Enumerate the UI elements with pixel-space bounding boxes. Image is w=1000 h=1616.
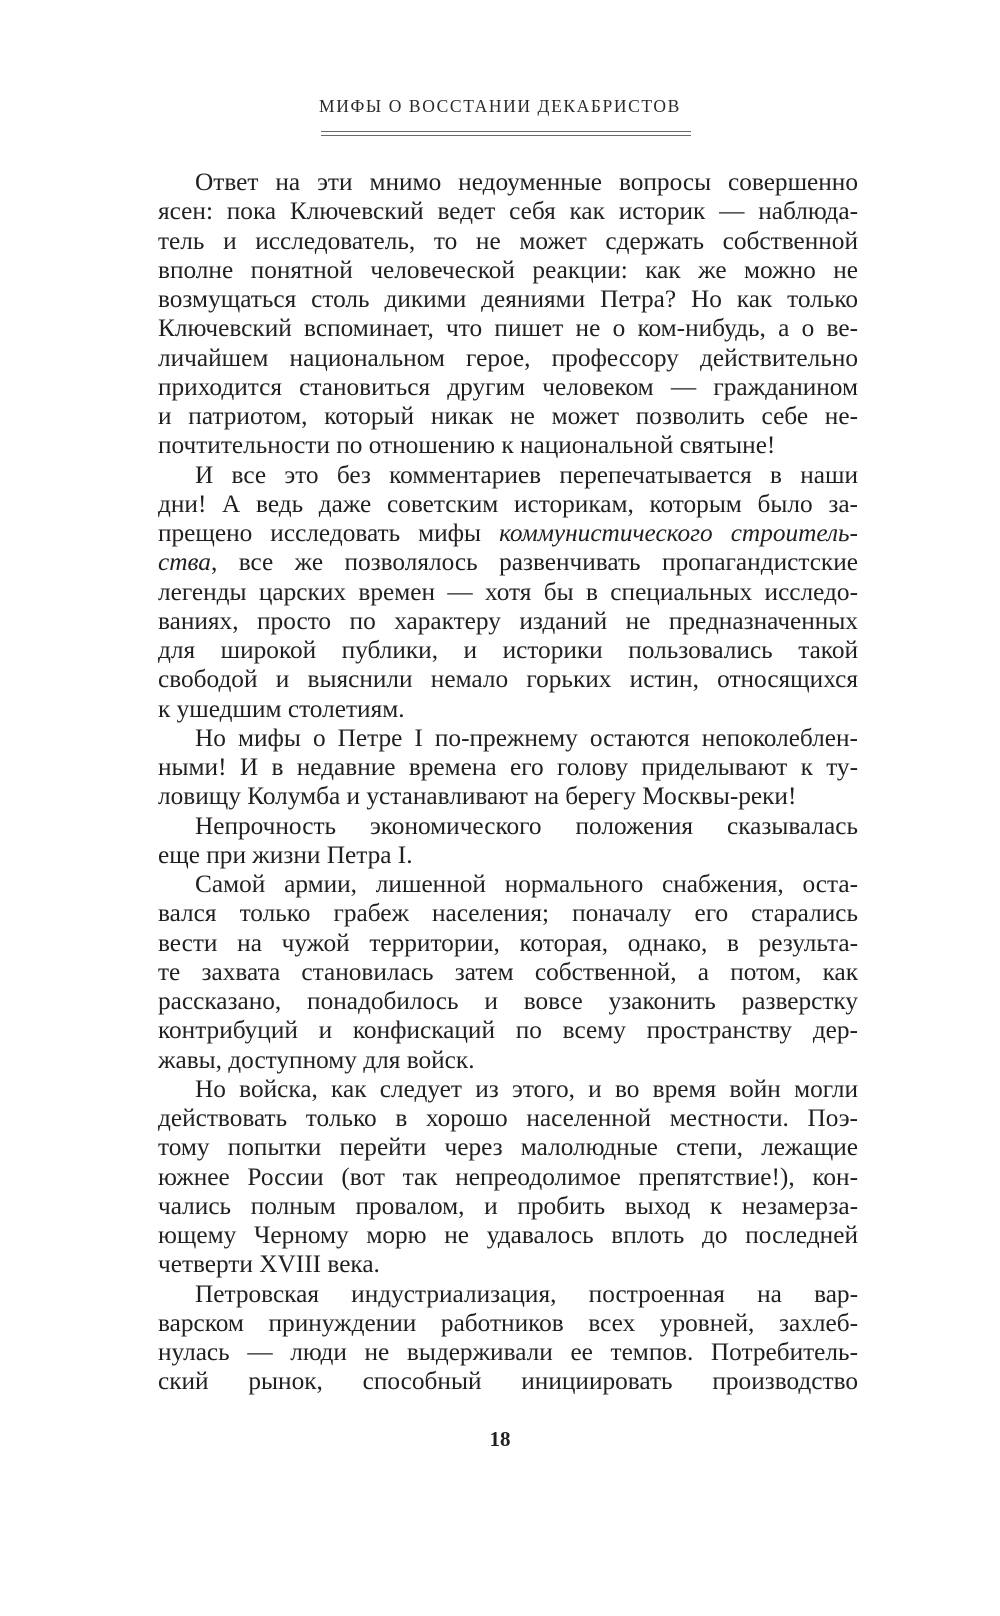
page-number: 18 [489, 1427, 511, 1451]
italic-phrase: коммунистического строитель- [499, 519, 858, 547]
text-line: почтительности по отношению к национальной святыне! [158, 431, 776, 460]
text-line: Но войска, как следует из этого, и во время войн могли [195, 1074, 858, 1103]
text-line: для широкой публики, и историки пользовались такой [158, 636, 858, 664]
text-line: Непрочность экономического положения сказывалась [195, 811, 858, 840]
italic-phrase: ства [158, 548, 211, 577]
text-line: еще при жизни Петра I. [158, 840, 413, 869]
text-line: к ушедшим столетиям. [158, 694, 405, 723]
text-line: ясен: пока Ключевский ведет себя как историк — наблюда- [158, 197, 858, 226]
text-line: действовать только в хорошо населенной местности. Поэ- [158, 1104, 858, 1132]
text-run: прещено исследовать мифы [158, 519, 500, 547]
text-line: четверти XVIII века. [158, 1250, 380, 1279]
text-line [158, 519, 858, 548]
text-line: вался только грабеж населения; поначалу его старались [158, 899, 858, 928]
text-line: варском принуждении работников всех уровней, захлеб- [158, 1308, 858, 1337]
text-line: приходится становиться другим человеком — гражданином [158, 372, 858, 401]
header-double-rule [321, 131, 691, 136]
text-line: И все это без комментариев перепечатывается в наши [195, 460, 858, 489]
text-line: ваниях, просто по характеру изданий не предназначенных [158, 606, 858, 635]
text-line: вести на чужой территории, которая, однако, в результа- [158, 928, 858, 957]
running-head: МИФЫ О ВОССТАНИИ ДЕКАБРИСТОВ [319, 96, 681, 116]
text-line: нулась — люди не выдерживали ее темпов. Потребитель- [158, 1338, 858, 1366]
text-line: ными! И в недавние времена его голову приделывают к ту- [158, 753, 858, 781]
text-line: Ответ на эти мнимо недоуменные вопросы совершенно [195, 168, 858, 196]
text-line: тель и исследователь, то не может сдержать собственной [158, 226, 858, 255]
text-line: Ключевский вспоминает, что пишет не о ком-нибудь, а о ве- [158, 314, 858, 343]
text-run: , все же позволялось развенчивать пропагандистские [210, 548, 858, 577]
text-line: и патриотом, который никак не может позволить себе не- [158, 402, 858, 430]
text-line: личайшем национальном герое, профессору действительно [158, 343, 858, 372]
text-line: ский рынок, способный инициировать производство [158, 1367, 858, 1396]
text-line: тому попытки перейти через малолюдные степи, лежащие [158, 1133, 858, 1162]
text-line: ловищу Колумба и устанавливают на берегу Москвы-реки! [158, 782, 797, 811]
text-line: жавы, доступному для войск. [158, 1045, 475, 1074]
text-line [158, 548, 858, 577]
text-line: легенды царских времен — хотя бы в специальных исследо- [158, 577, 858, 606]
body-text [158, 168, 858, 1397]
text-line: контрибуций и конфискаций по всему пространству дер- [158, 1016, 858, 1045]
text-line: те захвата становилась затем собственной, а потом, как [158, 957, 858, 986]
text-line: Но мифы о Петре I по-прежнему остаются непоколеблен- [195, 723, 858, 752]
text-line: возмущаться столь дикими деяниями Петра? Но как только [158, 285, 858, 313]
text-line: чались полным провалом, и пробить выход к незамерза- [158, 1191, 858, 1220]
text-line: дни! А ведь даже советским историкам, которым было за- [158, 489, 858, 518]
text-line: Петровская индустриализация, построенная на вар- [195, 1279, 858, 1308]
text-line: рассказано, понадобилось и вовсе узаконить разверстку [158, 987, 858, 1015]
text-line: Самой армии, лишенной нормального снабжения, оста- [195, 870, 858, 898]
text-line: вполне понятной человеческой реакции: как же можно не [158, 255, 858, 284]
text-line: свободой и выяснили немало горьких истин, относящихся [158, 665, 858, 694]
text-line: ющему Черному морю не удавалось вплоть до последней [158, 1221, 858, 1249]
text-line: южнее России (вот так непреодолимое препятствие!), кон- [158, 1162, 858, 1191]
